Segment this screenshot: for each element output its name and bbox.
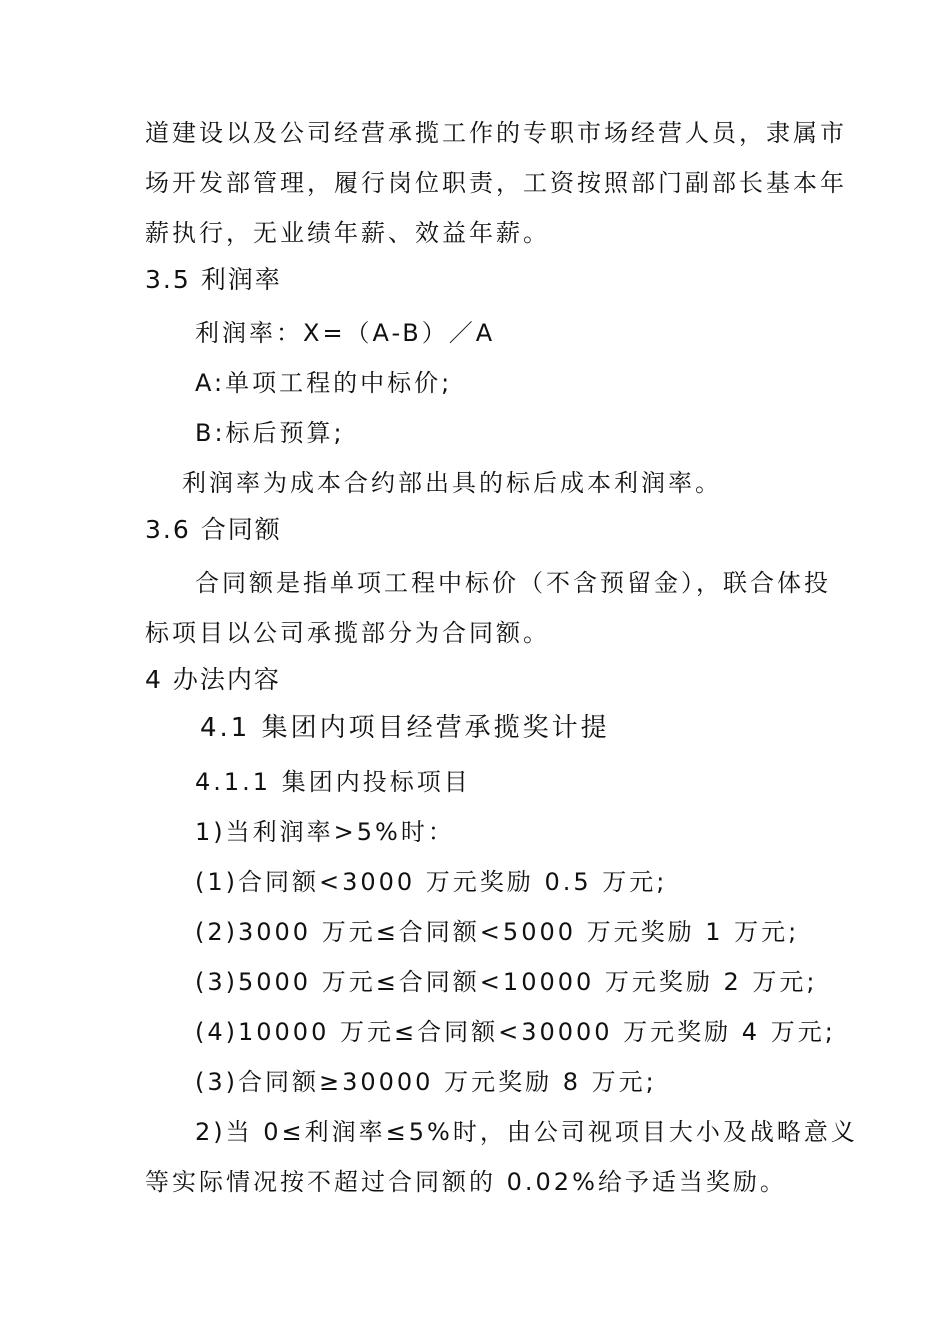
intro-line-3: 薪执行，无业绩年薪、效益年薪。 [145,219,550,247]
profit-rate-note: 利润率为成本合约部出具的标后成本利润率。 [182,469,722,497]
contract-amount-line-2: 标项目以公司承揽部分为合同额。 [145,619,550,647]
section-4-1-1-heading: 4.1.1 集团内投标项目 [195,768,471,796]
section-3-6-heading: 3.6 合同额 [145,515,282,544]
intro-line-1: 道建设以及公司经营承揽工作的专职市场经营人员，隶属市 [145,119,847,147]
section-4-heading: 4 办法内容 [145,665,281,694]
reward-item-1: (1)合同额<3000 万元奖励 0.5 万元; [195,868,668,896]
definition-a: A:单项工程的中标价; [195,369,453,397]
intro-line-2: 场开发部管理，履行岗位职责，工资按照部门副部长基本年 [145,169,847,197]
section-4-1-heading: 4.1 集团内项目经营承揽奖计提 [200,713,610,743]
profit-rate-formula: 利润率：X=（A-B）／A [195,319,496,347]
case-2-line-2: 等实际情况按不超过合同额的 0.02%给予适当奖励。 [145,1168,787,1196]
reward-item-2: (2)3000 万元≤合同额<5000 万元奖励 1 万元; [195,918,800,946]
definition-b: B:标后预算; [195,419,345,447]
reward-item-4: (4)10000 万元≤合同额<30000 万元奖励 4 万元; [195,1018,836,1046]
reward-item-5: (3)合同额≥30000 万元奖励 8 万元; [195,1068,657,1096]
case-2-line-1: 2)当 0≤利润率≤5%时，由公司视项目大小及战略意义 [195,1118,858,1146]
contract-amount-line-1: 合同额是指单项工程中标价（不含预留金），联合体投 [195,569,831,597]
reward-item-3: (3)5000 万元≤合同额<10000 万元奖励 2 万元; [195,968,818,996]
case-1-title: 1)当利润率>5%时： [195,818,455,846]
section-3-5-heading: 3.5 利润率 [145,265,282,294]
